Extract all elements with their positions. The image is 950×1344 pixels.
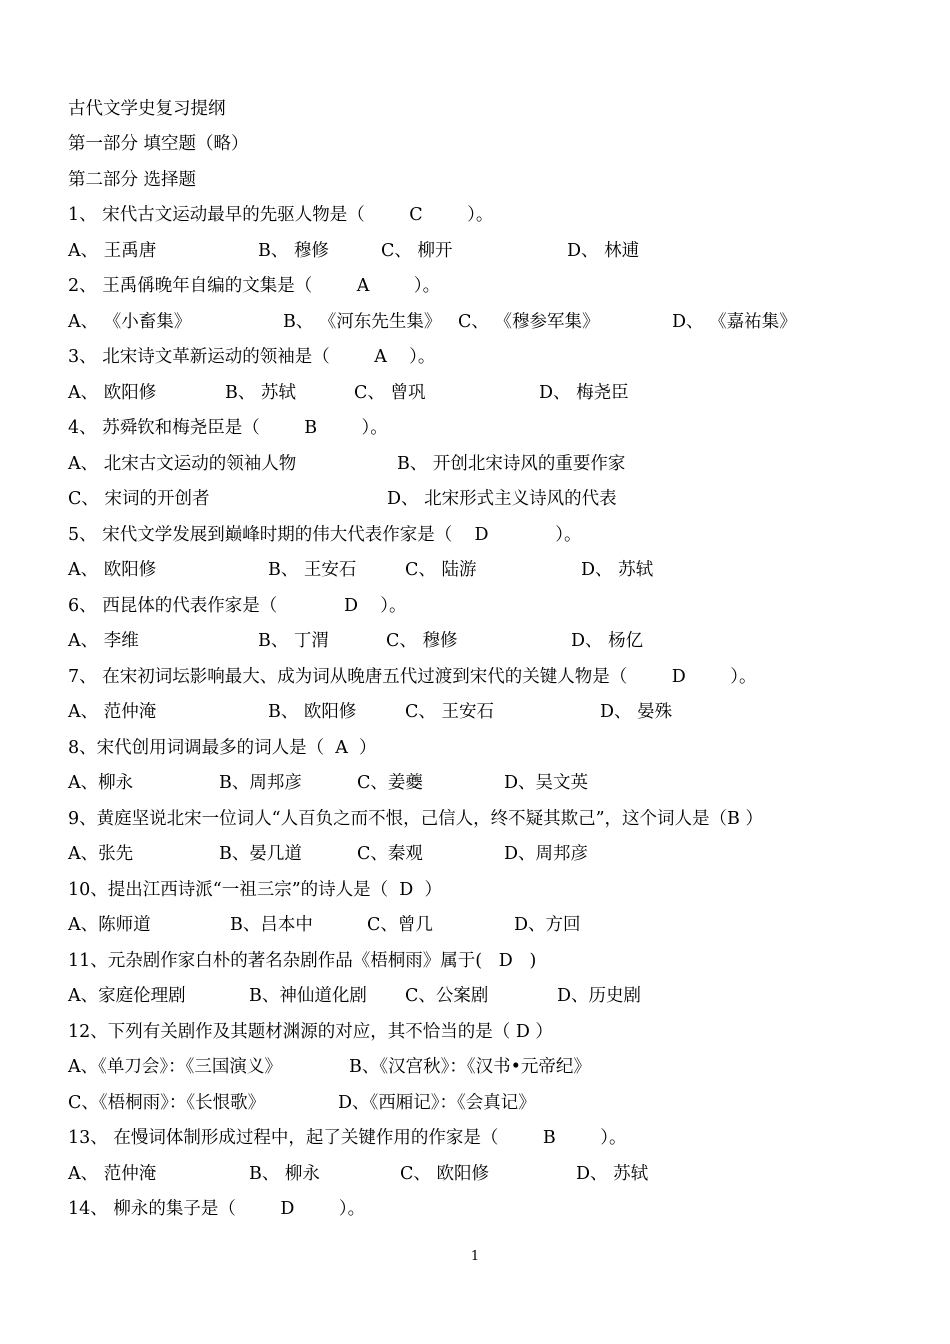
q5-option-c: C、 陆游 bbox=[405, 560, 477, 580]
q4-option-c: C、 宋词的开创者 bbox=[68, 489, 210, 509]
q11-option-b: B、神仙道化剧 bbox=[249, 986, 367, 1006]
q13-option-d: D、 苏轼 bbox=[576, 1164, 649, 1184]
q13-option-a: A、 范仲淹 bbox=[68, 1164, 157, 1184]
q10-option-a: A、陈师道 bbox=[68, 915, 151, 935]
question-6: 6、 西昆体的代表作家是（ D ）。 bbox=[68, 596, 407, 616]
q12-option-b: B、《汉宫秋》：《汉书•元帝纪》 bbox=[349, 1057, 591, 1077]
q10-option-d: D、方回 bbox=[514, 915, 581, 935]
q1-option-c: C、 柳开 bbox=[381, 241, 453, 261]
q6-option-c: C、 穆修 bbox=[386, 631, 458, 651]
q1-option-a: A、 王禹唐 bbox=[68, 241, 157, 261]
q5-option-b: B、 王安石 bbox=[268, 560, 357, 580]
question-10: 10、提出江西诗派“一祖三宗”的诗人是（ D ） bbox=[68, 880, 442, 900]
q12-option-c: C、《梧桐雨》：《长恨歌》 bbox=[68, 1093, 266, 1113]
question-5: 5、 宋代文学发展到巅峰时期的伟大代表作家是（ D ）。 bbox=[68, 525, 582, 545]
q2-option-d: D、 《嘉祐集》 bbox=[672, 312, 797, 332]
q10-option-b: B、吕本中 bbox=[230, 915, 313, 935]
q5-option-d: D、 苏轼 bbox=[581, 560, 654, 580]
q9-option-d: D、周邦彦 bbox=[504, 844, 589, 864]
q7-option-c: C、 王安石 bbox=[405, 702, 494, 722]
q3-option-d: D、 梅尧臣 bbox=[539, 383, 629, 403]
q1-option-d: D、 林逋 bbox=[567, 241, 640, 261]
page-number: 1 bbox=[470, 1249, 480, 1264]
q4-option-d: D、 北宋形式主义诗风的代表 bbox=[387, 489, 617, 509]
q7-option-b: B、 欧阳修 bbox=[268, 702, 357, 722]
q1-option-b: B、 穆修 bbox=[258, 241, 329, 261]
q2-option-a: A、 《小畜集》 bbox=[68, 312, 192, 332]
q12-option-a: A、《单刀会》：《三国演义》 bbox=[68, 1057, 282, 1077]
question-8: 8、宋代创用词调最多的词人是（ A ） bbox=[68, 738, 377, 758]
q11-option-c: C、公案剧 bbox=[405, 986, 489, 1006]
section-heading-part2: 第二部分 选择题 bbox=[68, 170, 197, 190]
q2-option-b: B、 《河东先生集》 bbox=[283, 312, 442, 332]
q7-option-a: A、 范仲淹 bbox=[68, 702, 157, 722]
q4-option-a: A、 北宋古文运动的领袖人物 bbox=[68, 454, 297, 474]
section-heading-part1: 第一部分 填空题（略） bbox=[68, 134, 249, 154]
question-12: 12、下列有关剧作及其题材渊源的对应，其不恰当的是（ D ） bbox=[68, 1022, 553, 1042]
q4-option-b: B、 开创北宋诗风的重要作家 bbox=[397, 454, 626, 474]
q6-option-d: D、 杨亿 bbox=[571, 631, 644, 651]
q13-option-c: C、 欧阳修 bbox=[400, 1164, 489, 1184]
question-3: 3、 北宋诗文革新运动的领袖是（ A ）。 bbox=[68, 347, 436, 367]
q5-option-a: A、 欧阳修 bbox=[68, 560, 157, 580]
question-4: 4、 苏舜钦和梅尧臣是（ B ）。 bbox=[68, 418, 388, 438]
q6-option-a: A、 李维 bbox=[68, 631, 139, 651]
doc-title: 古代文学史复习提纲 bbox=[68, 99, 226, 119]
question-2: 2、 王禹偁晚年自编的文集是（ A ）。 bbox=[68, 276, 441, 296]
q8-option-b: B、周邦彦 bbox=[219, 773, 302, 793]
q8-option-a: A、柳永 bbox=[68, 773, 134, 793]
q2-option-c: C、 《穆参军集》 bbox=[458, 312, 600, 332]
question-9: 9、黄庭坚说北宋一位词人“人百负之而不恨，己信人，终不疑其欺己”，这个词人是（B ） bbox=[68, 809, 763, 829]
q6-option-b: B、 丁渭 bbox=[258, 631, 329, 651]
q3-option-c: C、 曾巩 bbox=[354, 383, 426, 403]
q11-option-a: A、家庭伦理剧 bbox=[68, 986, 186, 1006]
q3-option-a: A、 欧阳修 bbox=[68, 383, 157, 403]
q11-option-d: D、历史剧 bbox=[557, 986, 642, 1006]
q10-option-c: C、曾几 bbox=[367, 915, 433, 935]
question-1: 1、 宋代古文运动最早的先驱人物是（ C ）。 bbox=[68, 205, 494, 225]
question-13: 13、 在慢词体制形成过程中，起了关键作用的作家是（ B ）。 bbox=[68, 1128, 627, 1148]
q3-option-b: B、 苏轼 bbox=[225, 383, 296, 403]
question-7: 7、 在宋初词坛影响最大、成为词从晚唐五代过渡到宋代的关键人物是（ D ）。 bbox=[68, 667, 757, 687]
q13-option-b: B、 柳永 bbox=[249, 1164, 320, 1184]
q12-option-d: D、《西厢记》：《会真记》 bbox=[338, 1093, 536, 1113]
q9-option-a: A、张先 bbox=[68, 844, 134, 864]
question-11: 11、元杂剧作家白朴的著名杂剧作品《梧桐雨》属于( D ) bbox=[68, 951, 537, 971]
question-14: 14、 柳永的集子是（ D ）。 bbox=[68, 1199, 366, 1219]
q9-option-b: B、晏几道 bbox=[219, 844, 302, 864]
q7-option-d: D、 晏殊 bbox=[600, 702, 673, 722]
q8-option-d: D、吴文英 bbox=[504, 773, 589, 793]
q8-option-c: C、姜夔 bbox=[357, 773, 423, 793]
q9-option-c: C、秦观 bbox=[357, 844, 423, 864]
